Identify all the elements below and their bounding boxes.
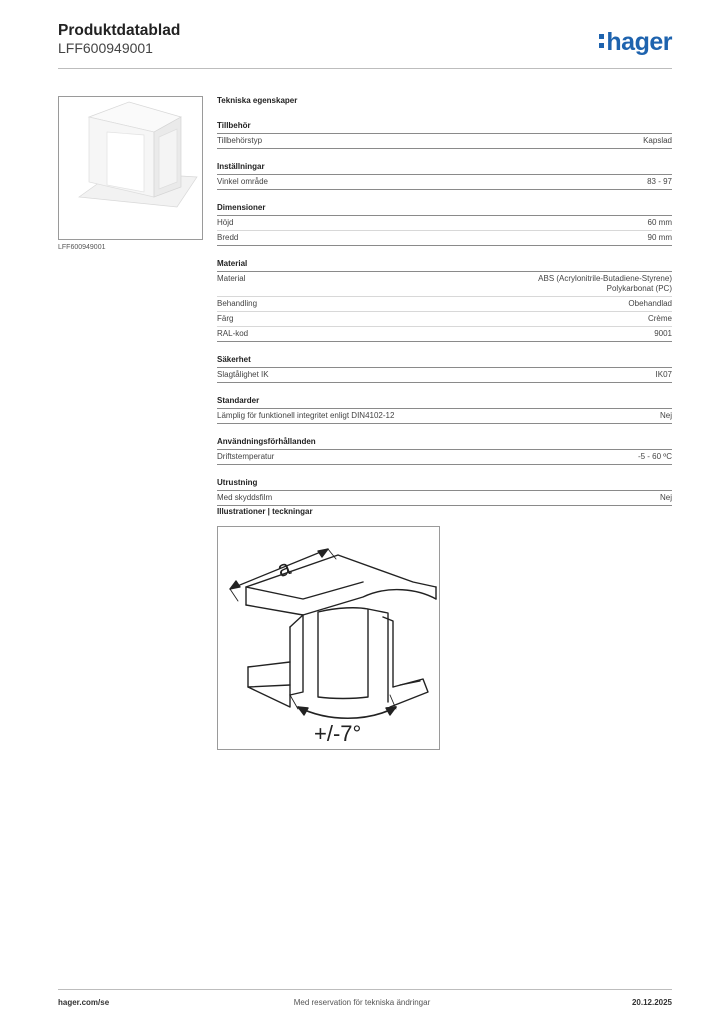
product-photo — [59, 97, 202, 239]
spec-row — [217, 134, 672, 149]
spec-value-line: Crème — [647, 314, 672, 323]
illustrations-title: Illustrationer | teckningar — [217, 507, 313, 516]
spec-row — [217, 327, 672, 342]
spec-value-line: -5 - 60 ºC — [637, 452, 672, 461]
spec-value-line: Nej — [659, 411, 672, 420]
spec-value — [648, 314, 672, 324]
spec-value-line: 60 mm — [647, 218, 672, 227]
spec-value-line: 9001 — [654, 329, 672, 338]
page-title: Produktdatablad — [58, 22, 181, 39]
spec-group-title: Tillbehör — [217, 120, 672, 134]
footer-date: 20.12.2025 — [631, 998, 672, 1007]
spec-group-title: Material — [217, 258, 672, 272]
spec-row — [217, 272, 672, 297]
spec-row — [217, 409, 672, 424]
spec-label: Vinkel område — [217, 177, 268, 186]
spec-value-line: Polykarbonat (PC) — [606, 284, 672, 293]
spec-row — [217, 175, 672, 190]
spec-group — [217, 258, 672, 342]
spec-label: Bredd — [217, 233, 239, 242]
spec-row — [217, 450, 672, 465]
spec-label: Driftstemperatur — [217, 452, 275, 461]
spec-group — [217, 395, 672, 424]
spec-value-line: ABS (Acrylonitrile-Butadiene-Styrene) — [538, 274, 672, 283]
footer-website[interactable]: hager.com/se — [58, 998, 110, 1007]
spec-value — [643, 136, 672, 146]
spec-group — [217, 354, 672, 383]
spec-value — [648, 218, 672, 228]
spec-value-line: Obehandlad — [628, 299, 672, 308]
spec-row — [217, 297, 672, 312]
spec-value-line: 83 - 97 — [647, 177, 672, 186]
spec-value — [660, 411, 672, 421]
spec-value — [648, 233, 672, 243]
spec-group-title: Standarder — [217, 395, 672, 409]
spec-label: Material — [217, 274, 246, 283]
spec-row — [217, 312, 672, 327]
product-image-caption: LFF600949001 — [58, 244, 106, 251]
spec-group-title: Dimensioner — [217, 202, 672, 216]
product-image — [58, 96, 203, 240]
spec-label: Slagtålighet IK — [217, 370, 269, 379]
spec-group — [217, 477, 672, 506]
spec-value — [538, 274, 672, 294]
spec-label: RAL-kod — [217, 329, 249, 338]
spec-value — [638, 452, 672, 462]
spec-group-title: Utrustning — [217, 477, 672, 491]
spec-group-title: Användningsförhållanden — [217, 436, 672, 450]
logo-colon-icon — [599, 32, 604, 52]
spec-value-line: Nej — [659, 493, 672, 502]
footer-disclaimer: Med reservation för tekniska ändringar — [293, 998, 431, 1007]
spec-value — [660, 493, 672, 503]
spec-group-title: Inställningar — [217, 161, 672, 175]
angle-tolerance-label: +/-7° — [314, 721, 362, 746]
spec-value-line: Kapslad — [643, 136, 672, 145]
spec-value — [654, 329, 672, 339]
spec-group — [217, 120, 672, 149]
spec-row — [217, 231, 672, 246]
hager-logo — [599, 28, 672, 57]
spec-group — [217, 161, 672, 190]
spec-label: Tillbehörstyp — [217, 136, 263, 145]
spec-value-line: IK07 — [655, 370, 672, 379]
spec-label: Höjd — [217, 218, 234, 227]
spec-value — [647, 177, 672, 187]
spec-value — [628, 299, 672, 309]
spec-row — [217, 368, 672, 383]
specs-heading: Tekniska egenskaper — [217, 96, 298, 105]
dimension-a-label: a — [273, 554, 294, 583]
spec-label: Med skyddsfilm — [217, 493, 273, 502]
spec-row — [217, 216, 672, 231]
spec-value-line: 90 mm — [647, 233, 672, 242]
spec-label: Behandling — [217, 299, 258, 308]
footer-divider — [58, 989, 672, 990]
product-code: LFF600949001 — [58, 40, 153, 56]
spec-value — [656, 370, 672, 380]
spec-group — [217, 202, 672, 246]
spec-group-title: Säkerhet — [217, 354, 672, 368]
header-divider — [58, 68, 672, 69]
specifications — [217, 96, 672, 506]
spec-row — [217, 491, 672, 506]
spec-label: Färg — [217, 314, 234, 323]
illustration-drawing — [217, 526, 440, 750]
spec-label: Lämplig för funktionell integritet enligt DIN4102-12 — [217, 411, 395, 420]
spec-group — [217, 436, 672, 465]
logo-text: hager — [606, 28, 672, 56]
